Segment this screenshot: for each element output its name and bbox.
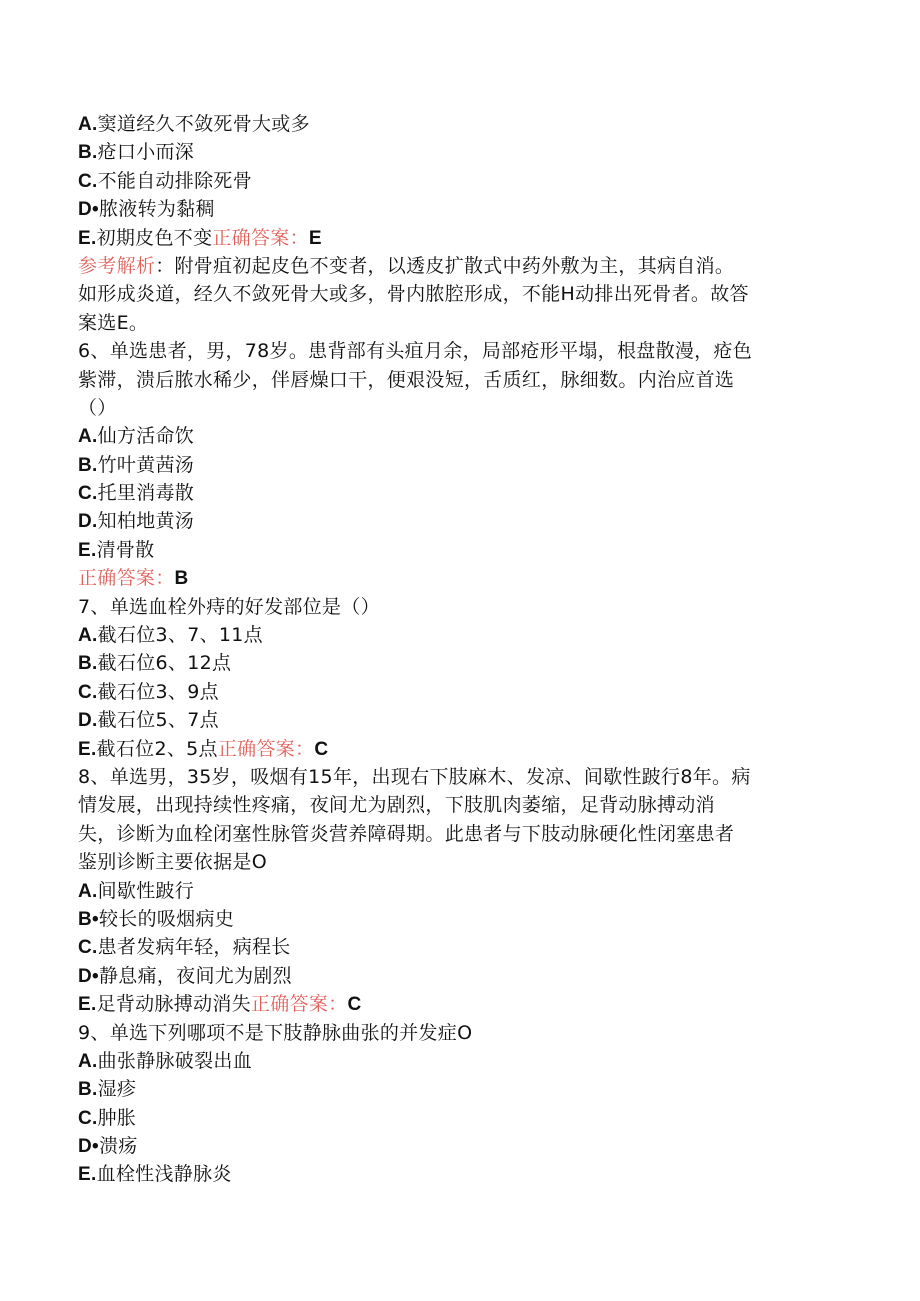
option-c — [78, 678, 838, 706]
option-text: 溃疡 — [98, 1135, 138, 1158]
analysis-line-2: 如形成炎道，经久不敛死骨大或多，骨内脓腔形成，不能H动排出死骨者。故答 — [78, 283, 749, 306]
option-text: 间歇性跛行 — [97, 879, 195, 902]
question-7 — [78, 593, 838, 763]
question-9 — [78, 1019, 838, 1189]
question-stem-line: 紫滞，溃后脓水稀少，伴唇燥口干，便艰没短，舌质红，脉细数。内治应首选 — [78, 368, 735, 391]
option-e — [78, 224, 838, 252]
option-b — [78, 138, 838, 166]
option-text: 血栓性浅静脉炎 — [96, 1163, 232, 1186]
option-b — [78, 451, 838, 479]
question-stem-line: （） — [78, 396, 117, 419]
question-stem-line: 6、单选患者，男，78岁。患背部有头疽月余，局部疮形平塌，根盘散漫，疮色 — [78, 340, 753, 363]
option-label: C. — [78, 681, 98, 703]
option-text: 曲张静脉破裂出血 — [97, 1049, 253, 1072]
option-label: A. — [78, 426, 98, 448]
option-label: E. — [78, 539, 97, 561]
option-text: 较长的吸烟病史 — [98, 907, 235, 930]
analysis-text: ：附骨疽初起皮色不变者，以透皮扩散式中药外敷为主，其病自消。 — [155, 254, 735, 277]
answer-prefix: 正确答案： — [212, 226, 309, 249]
option-b — [78, 649, 838, 677]
answer-prefix: 正确答案： — [250, 993, 348, 1016]
option-label: A. — [78, 1050, 98, 1072]
question-stem: 9、单选下列哪项不是下肢静脉曲张的并发症O — [78, 1021, 473, 1044]
option-d — [78, 195, 838, 223]
analysis-label: 参考解析 — [78, 254, 156, 277]
option-d — [78, 962, 838, 990]
option-e — [78, 1160, 838, 1188]
option-text: 初期皮色不变 — [96, 226, 213, 249]
option-text: 窦道经久不敛死骨大或多 — [97, 113, 310, 135]
option-a — [78, 1047, 838, 1075]
option-text: 清骨散 — [96, 538, 155, 561]
option-e — [78, 990, 838, 1018]
option-d — [78, 1132, 838, 1160]
option-label: D• — [78, 199, 99, 221]
answer-prefix: 正确答案： — [217, 737, 315, 760]
option-text: 竹叶黄茜汤 — [97, 453, 195, 476]
option-label: C. — [78, 483, 98, 505]
option-text: 患者发病年轻，病程长 — [97, 936, 291, 959]
option-a — [78, 877, 838, 905]
option-b — [78, 1075, 838, 1103]
question-stem: 7、单选血栓外痔的好发部位是（） — [78, 595, 380, 618]
option-a — [78, 110, 838, 138]
option-text: 足背动脉搏动消失 — [96, 993, 251, 1016]
question-stem-line: 8、单选男，35岁，吸烟有15年，出现右下肢麻木、发凉、间歇性跛行8年。病 — [78, 765, 751, 788]
option-label: E. — [78, 738, 97, 760]
question-stem-line: 情发展，出现持续性疼痛，夜间尤为剧烈，下肢肌肉萎缩，足背动脉搏动消 — [78, 794, 715, 817]
analysis-line-3: 案选E。 — [78, 311, 149, 334]
answer-value: E — [308, 227, 322, 249]
option-text: 仙方活命饮 — [97, 425, 195, 448]
option-text: 脓液转为黏稠 — [98, 198, 215, 221]
option-label: D• — [78, 1136, 99, 1158]
option-c — [78, 479, 838, 507]
option-label: D• — [78, 965, 99, 987]
option-c — [78, 1104, 838, 1132]
option-label: A. — [78, 114, 98, 135]
option-text: 截石位3、9点 — [97, 680, 219, 703]
option-text: 截石位2、5点 — [96, 737, 218, 760]
option-label: A. — [78, 880, 98, 902]
option-text: 知柏地黄汤 — [97, 510, 195, 533]
document-page — [78, 110, 838, 1189]
question-8 — [78, 763, 838, 1019]
option-text: 截石位5、7点 — [97, 709, 219, 732]
option-label: B. — [78, 653, 98, 675]
option-text: 疮口小而深 — [97, 141, 195, 164]
option-label: E. — [78, 1164, 97, 1186]
answer-value: C — [347, 994, 362, 1016]
option-label: C. — [78, 937, 98, 959]
option-label: E. — [78, 994, 97, 1016]
option-d — [78, 507, 838, 535]
analysis-line-1 — [78, 252, 838, 280]
option-c — [78, 933, 838, 961]
option-text: 托里消毒散 — [97, 482, 195, 505]
option-label: B. — [78, 454, 98, 476]
option-e — [78, 536, 838, 564]
option-label: E. — [78, 227, 97, 249]
option-text: 肿胀 — [97, 1106, 137, 1129]
question-stem-line: 失，诊断为血栓闭塞性脉管炎营养障碍期。此患者与下肢动脉硬化性闭塞患者 — [78, 822, 735, 845]
option-c — [78, 167, 838, 195]
option-a — [78, 422, 838, 450]
option-label: B. — [78, 142, 98, 164]
option-d — [78, 706, 838, 734]
option-text: 截石位3、7、11点 — [97, 624, 263, 647]
option-label: D. — [78, 710, 98, 732]
option-text: 湿疹 — [97, 1078, 137, 1101]
option-label: C. — [78, 1107, 98, 1129]
answer-value: B — [174, 568, 189, 590]
option-a — [78, 621, 838, 649]
option-text: 截石位6、12点 — [97, 652, 232, 675]
option-text: 不能自动排除死骨 — [97, 169, 253, 192]
option-b — [78, 905, 838, 933]
option-label: C. — [78, 170, 98, 192]
question-6 — [78, 337, 838, 593]
option-label: D. — [78, 511, 98, 533]
option-e — [78, 735, 838, 763]
question-5 — [78, 110, 838, 337]
option-label: B• — [78, 908, 99, 930]
answer-prefix: 正确答案： — [78, 567, 175, 590]
option-label: B. — [78, 1079, 98, 1101]
answer-value: C — [314, 738, 329, 760]
question-stem-line: 鉴别诊断主要依据是O — [78, 851, 267, 874]
option-label: A. — [78, 625, 98, 647]
answer-line — [78, 564, 838, 592]
option-text: 静息痛，夜间尤为剧烈 — [98, 964, 292, 987]
